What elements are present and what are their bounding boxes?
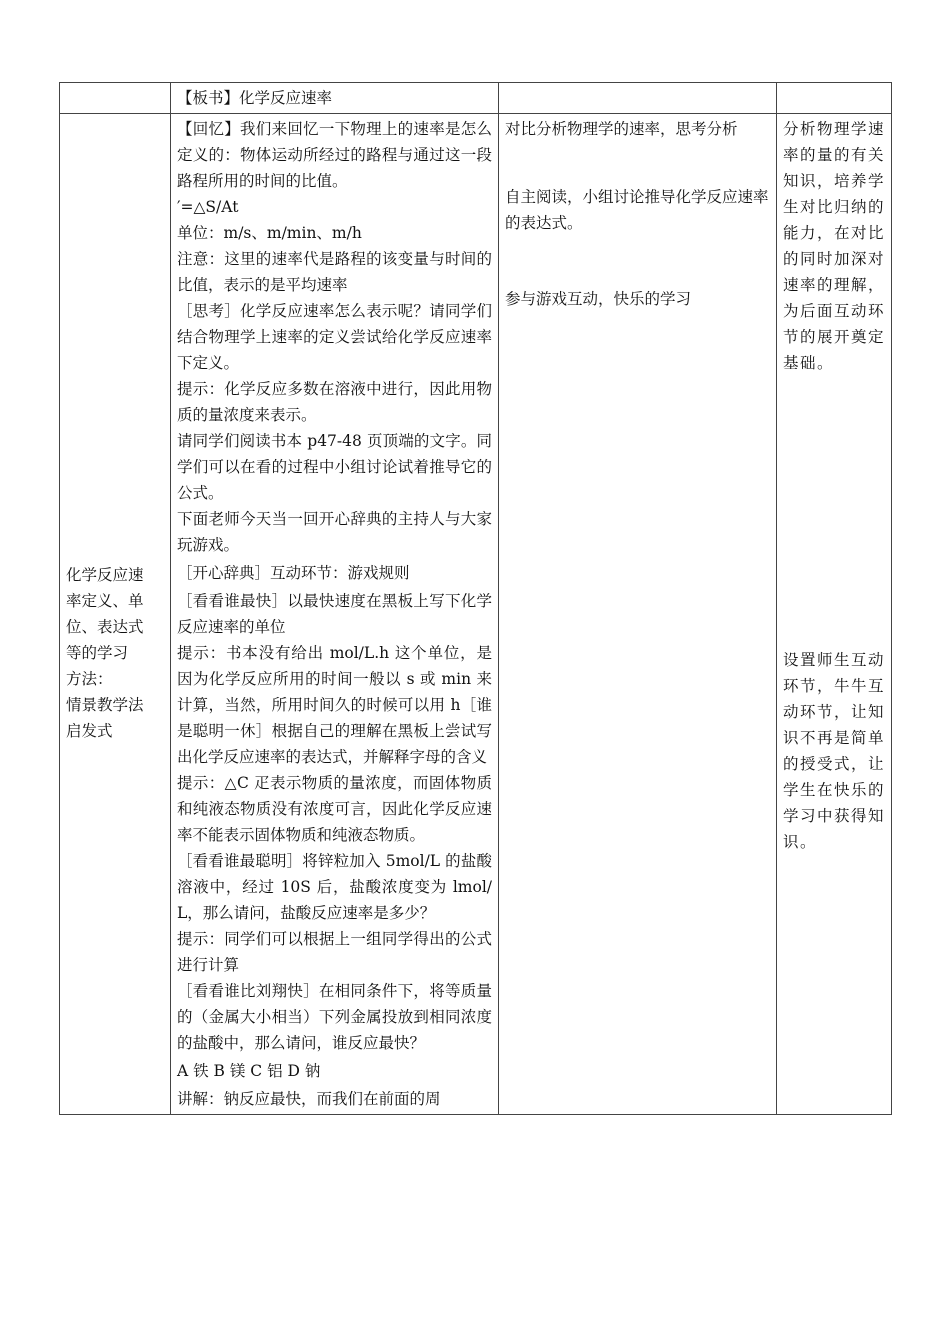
content-paragraph: 提示：书本没有给出 mol/L.h 这个单位，是因为化学反应所用的时间一般以 s 或 min 来计算，当然，所用时间久的时候可以用 h［谁是聪明一休］根据自己的理解在黑板上尝试写出化学反应速率的表达式，并解释字母的含义 [177, 644, 492, 766]
method-line: 启发式 [66, 722, 113, 740]
content-paragraph: ［开心辞典］互动环节：游戏规则 [177, 564, 410, 582]
board-writing-title: 【板书】化学反应速率 [171, 83, 499, 114]
design-intent-text: 设置师生互动环节，牛牛互动环节，让知识不再是简单的授受式，让学生在快乐的学习中获得知识。 [783, 651, 886, 851]
table-cell [777, 83, 892, 114]
content-paragraph: ［看看谁最快］以最快速度在黑板上写下化学反应速率的单位 [177, 592, 492, 636]
student-activity-text: 参与游戏互动，快乐的学习 [505, 290, 692, 308]
method-line: 情景教学法 [66, 696, 144, 714]
content-paragraph: ［思考］化学反应速率怎么表示呢？请同学们结合物理学上速率的定义尝试给化学反应速率下定义。 [177, 302, 492, 372]
method-line: 方法： [66, 670, 113, 688]
table-row [60, 114, 892, 1115]
content-paragraph: 提示：△C 疋表示物质的量浓度，而固体物质和纯液态物质没有浓度可言，因此化学反应速率不能表示固体物质和纯液态物质。 [177, 774, 492, 844]
content-paragraph: 【回忆】我们来回忆一下物理上的速率是怎么定义的：物体运动所经过的路程与通过这一段路程所用的时间的比值。 [177, 120, 492, 190]
content-paragraph: 讲解：钠反应最快，而我们在前面的周 [177, 1090, 441, 1108]
content-paragraph: ［看看谁比刘翔快］在相同条件下，将等质量的（金属大小相当）下列金属投放到相同浓度的盐酸中，那么请问，谁反应最快？ [177, 982, 492, 1052]
content-paragraph: 提示：同学们可以根据上一组同学得出的公式进行计算 [177, 930, 492, 974]
table-cell [499, 83, 777, 114]
content-paragraph: ［看看谁最聪明］将锌粒加入 5mol/L 的盐酸溶液中，经过 10S 后，盐酸浓度变为 lmol/L，那么请问，盐酸反应速率是多少？ [177, 852, 492, 922]
teaching-content-cell [171, 114, 499, 1115]
student-activity-text: 对比分析物理学的速率，思考分析 [505, 120, 738, 138]
content-paragraph: 注意：这里的速率代是路程的该变量与时间的比值，表示的是平均速率 [177, 250, 492, 294]
teaching-method-cell [60, 114, 171, 1115]
design-intent-text: 分析物理学速率的量的有关知识，培养学生对比归纳的能力，在对比的同时加深对速率的理解，为后面互动环节的展开奠定基础。 [783, 120, 886, 372]
design-intent-cell [777, 114, 892, 1115]
table-row [60, 83, 892, 114]
table-cell [60, 83, 171, 114]
lesson-plan-table [59, 82, 892, 1115]
method-line: 位、表达式 [66, 618, 144, 636]
content-paragraph: ′=△S/At [177, 198, 239, 216]
content-paragraph: 下面老师今天当一回开心辞典的主持人与大家玩游戏。 [177, 510, 492, 554]
content-paragraph: A 铁 B 镁 C 铝 D 钠 [177, 1062, 321, 1080]
student-activity-cell [499, 114, 777, 1115]
content-paragraph: 请同学们阅读书本 p47-48 页顶端的文字。同学们可以在看的过程中小组讨论试着推导它的公式。 [177, 432, 492, 502]
method-line: 化学反应速 [66, 566, 144, 584]
method-line: 率定义、单 [66, 592, 144, 610]
content-paragraph: 单位：m/s、m/min、m/h [177, 224, 362, 242]
content-paragraph: 提示：化学反应多数在溶液中进行，因此用物质的量浓度来表示。 [177, 380, 492, 424]
method-line: 等的学习 [66, 644, 129, 662]
student-activity-text: 自主阅读，小组讨论推导化学反应速率的表达式。 [505, 188, 769, 232]
